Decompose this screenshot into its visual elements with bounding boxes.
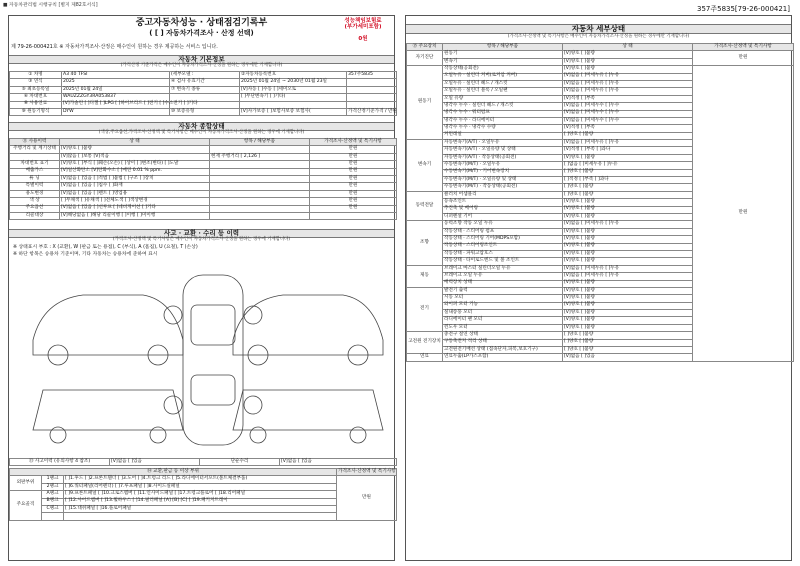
overall-status-cell: [V]양호 [ ]부식 [ ]훼손(오손) [ ]상이 [ ]변조(변타) [ ]도말	[60, 161, 210, 168]
detail-item-cell: 작동상태 · 스티어링조인트	[443, 243, 563, 250]
rank2-label: 2랭크	[42, 483, 64, 490]
detail-item-cell: 수동변속기(M/T) · 오일유량 및 상태	[443, 177, 563, 184]
overall-status-row	[10, 168, 397, 175]
detail-state-cell: [ ]없음 [ ]미세누유 [ ]누유	[563, 162, 693, 169]
overall-status-cell: 주행거리 및 계기상태	[10, 146, 60, 153]
basic-info-cell: ⑩ 보증유형	[170, 108, 240, 115]
overall-status-cell: [ ]무채색 [ ]유채색 [ ]전체도색 [ ]색상변경	[60, 198, 210, 205]
parts-header-cell: 가격조사·산정액 및 특기사항	[337, 469, 397, 476]
record-number-line: 제 79-26-000421호 ※ 자동차가격조사·산정은 매수인이 원하는 경우 제공하는 서비스 입니다.	[11, 44, 218, 50]
basic-info-cell	[240, 101, 347, 108]
overall-status-cell	[210, 146, 310, 153]
detail-item-cell: 연료누출(LP가스포함)	[443, 354, 563, 361]
car-side-left-outline	[33, 295, 183, 365]
device-group-cell: 동력전달	[407, 191, 443, 221]
main-frame-label: 주요골격	[10, 491, 42, 521]
overall-status-cell: 차대번호 표기	[10, 161, 60, 168]
detail-state-cell: [ ]양호 [ ]불량	[563, 339, 693, 346]
detail-state-cell: [ ]양호 [ ]불량	[563, 191, 693, 198]
device-group-cell: 원동기	[407, 66, 443, 140]
page-subtitle: ( [ ] 자동차가격조사 · 산정 선택)	[149, 29, 254, 37]
parts-price: 만원	[337, 476, 397, 520]
detail-item-cell: 수동변속기(M/T) · 오일누유	[443, 162, 563, 169]
detail-item-cell: 오일 유량	[443, 95, 563, 102]
accident-history-note: (가격조사·산정액 및 특기사항은 매수인이 자동차가격조사·산정을 원하는 경우에 기재합니다)	[112, 237, 291, 242]
detail-state-cell: [ ]양호 [ ]불량	[563, 347, 693, 354]
detail-item-cell: 냉각수 누수 · 라디에이터	[443, 117, 563, 124]
detail-state-cell: [V]양호 [ ]불량	[563, 302, 693, 309]
overall-status-cell: 만원	[310, 198, 397, 205]
device-group-cell: 변속기	[407, 140, 443, 192]
detail-header-cell: ⑮ 주요장치	[407, 44, 443, 51]
basic-info-cell: ⑧ 사용연료	[10, 101, 62, 108]
detail-state-cell: [ ]양호 [ ]불량	[563, 169, 693, 176]
overall-status-cell: [V]해당없음 [ ]해당 리콜이행 [ ]이행 [ ]미이행	[60, 212, 210, 219]
detail-item-cell: 수동변속기(M/T) · 작동상태(공회전)	[443, 184, 563, 191]
overall-status-cell: 만원	[310, 190, 397, 197]
overall-status-row	[10, 198, 397, 205]
detail-state-cell: [V]양호 [ ]불량	[563, 206, 693, 213]
detail-state-cell: [V]양호 [ ]불량	[563, 199, 693, 206]
detail-item-cell: 동력조향 작동 오일 누유	[443, 221, 563, 228]
overall-header-cell: 항목 / 해당부품	[210, 139, 310, 146]
detail-item-cell: 자동변속기(A/T) · 오일유량 및 상태	[443, 147, 563, 154]
detail-item-cell: 작동상태 · 스티어링 펌프	[443, 228, 563, 235]
detail-item-cell: 오일누유 · 실린더 커버(로커암 커버)	[443, 73, 563, 80]
document-number: 357주5835[79-26-000421]	[697, 5, 790, 13]
overall-status-cell	[210, 175, 310, 182]
accident-history-heading: 사고 · 교환 · 수리 등 이력	[9, 229, 394, 238]
detail-status-note: (가격조사·산정액 및 특기사항은 매수인이 자동차가격조사·산정을 원하는 경우에만 기재합니다)	[507, 34, 690, 39]
overall-status-table	[9, 138, 397, 220]
detail-status-row	[407, 66, 794, 73]
detail-state-cell: [V]없음 [ ]미세누유 [ ]누유	[563, 140, 693, 147]
overall-status-cell	[210, 190, 310, 197]
overall-status-row	[10, 183, 397, 190]
basic-info-row	[10, 94, 397, 101]
detail-header-cell: 상 태	[563, 44, 693, 51]
detail-item-cell: 브레이크 오일 누유	[443, 273, 563, 280]
basic-info-cell	[347, 101, 397, 108]
device-group-cell: 전기	[407, 287, 443, 331]
basic-info-row	[10, 72, 397, 79]
detail-state-cell: [V]양호 [ ]불량	[563, 324, 693, 331]
basic-info-row	[10, 79, 397, 86]
basic-info-cell: 2025	[62, 79, 170, 86]
overall-status-cell: [V]없음 [ ]있음 [ ]선루프 [ ]네비게이션 [ ]기타	[60, 205, 210, 212]
overall-status-cell: 색 상	[10, 198, 60, 205]
overall-status-cell: 현재 주행거리 [ 2,126 ]	[210, 153, 310, 160]
rank2-items: [ ]6.쿼터패널(리어펜더) [ ]7.루프패널 [ ]8.사이드실패널	[64, 483, 337, 490]
detail-state-cell: [V]양호 [ ]불량	[563, 228, 693, 235]
car-top-outline	[164, 275, 262, 445]
detail-item-cell: 자동변속기(A/T) · 오일누유	[443, 140, 563, 147]
device-group-cell: 제동	[407, 265, 443, 287]
detail-state-cell: [V]양호 [ ]불량	[563, 250, 693, 257]
overall-status-cell	[210, 212, 310, 219]
overall-header-cell: ⑪ 사용이력	[10, 139, 60, 146]
detail-header-cell: 가격조사·산정액 및 특기사항	[693, 44, 794, 51]
basic-info-cell	[347, 79, 397, 86]
basic-info-cell: ③ 연식	[10, 79, 62, 86]
basic-info-cell: [ ]무단변속기 [ ]기타(	[240, 94, 347, 101]
basic-info-cell	[170, 94, 240, 101]
overall-status-cell: 튜 닝	[10, 175, 60, 182]
basic-info-cell: 2025년 01월 24일 ~ 2030년 01월 23일	[240, 79, 347, 86]
detail-item-cell: 실내송풍 모터	[443, 310, 563, 317]
overall-status-row	[10, 146, 397, 153]
diagram-note: ※ 하단 항목은 승용차 기준이며, 기타 자동차는 승용차에 준하여 표시	[13, 252, 158, 257]
detail-state-cell: [ ]양호 [ ]불량	[563, 332, 693, 339]
rankA-label: A랭크	[42, 491, 64, 498]
detail-item-cell: 고전원전기배선 상태 (접속단자,피복,보호기구)	[443, 347, 563, 354]
outer-panel-label: 외판부위	[10, 476, 42, 491]
car-underbody-left-outline	[33, 390, 183, 443]
detail-item-cell: 시동 모터	[443, 295, 563, 302]
basic-info-cell: ⑤ 최초등록일	[10, 86, 62, 93]
overall-status-cell: 만원	[310, 161, 397, 168]
overall-status-cell: 만원	[310, 153, 397, 160]
basic-info-row	[10, 108, 397, 115]
detail-item-cell: 냉각수 누수 · 냉각수 수량	[443, 125, 563, 132]
page-title: 중고자동차성능 · 상태점검기록부	[135, 18, 268, 28]
detail-state-cell: [V]양호 [ ]불량	[563, 66, 693, 73]
detail-state-cell: [V]양호 [ ]불량	[563, 243, 693, 250]
detail-state-cell: [ ]양호 [ ]불량	[563, 184, 693, 191]
basic-info-cell: ⑥ 차대번호	[10, 94, 62, 101]
parts-header-cell: ⑭ 교환,판금 등 이상 부위	[10, 469, 337, 476]
detail-status-heading: 자동차 세부상태	[406, 24, 791, 34]
detail-item-cell: 오일누유 · 실린더 블록 / 오일팬	[443, 88, 563, 95]
overall-status-cell: [V]양호 [ ]불량	[60, 146, 210, 153]
device-group-cell: 연료	[407, 354, 443, 361]
detail-item-cell: 작동상태(공회전)	[443, 66, 563, 73]
detail-item-cell: 구동축전지 격리 상태	[443, 339, 563, 346]
basic-info-cell: [V]자동 [ ]수동 [ ]세미오토	[240, 86, 347, 93]
device-group-cell: 고전원 전기장치	[407, 332, 443, 354]
overall-status-cell	[210, 168, 310, 175]
rank1-label: 1랭크	[42, 476, 64, 483]
overall-status-cell	[210, 205, 310, 212]
overall-status-row	[10, 153, 397, 160]
overall-status-cell: 용도변경	[10, 190, 60, 197]
performance-record-left-page	[8, 15, 395, 561]
device-group-cell: 자기진단	[407, 51, 443, 66]
overall-status-cell: [V]일산화탄소 [V]탄화수소 [ ]매연 0.01 % ppm.	[60, 168, 210, 175]
rankC-items: [ ]15.대쉬패널 [ ]16.플로어패널	[64, 505, 337, 512]
detail-state-cell: [V]양호 [ ]불량	[563, 310, 693, 317]
basic-info-cell	[347, 94, 397, 101]
basic-info-heading: 자동차 기본정보	[9, 55, 394, 64]
basic-info-cell: WAUZZZGY3RA053837	[62, 94, 170, 101]
detail-status-right-page	[405, 15, 792, 561]
basic-info-cell: ① 차명	[10, 72, 62, 79]
car-underbody-right-outline	[233, 390, 383, 443]
overall-header-cell: 상 태	[60, 139, 210, 146]
basic-info-cell	[347, 86, 397, 93]
detail-item-cell: 작동상태 · 타이로드엔드 및 볼 조인트	[443, 258, 563, 265]
detail-state-cell: [V]없음 [ ]미세누유 [ ]누유	[563, 80, 693, 87]
detail-item-cell: 냉각수 누수 · 실린더 헤드 / 개스킷	[443, 103, 563, 110]
detail-item-cell: 클러치 어셈블리	[443, 191, 563, 198]
detail-state-cell: [V]양호 [ ]불량	[563, 287, 693, 294]
overall-status-cell	[10, 153, 60, 160]
detail-state-cell: [V]양호 [ ]불량	[563, 51, 693, 58]
basic-info-row	[10, 86, 397, 93]
rankB-label: B랭크	[42, 498, 64, 505]
rank1-items: [ ]1.후드 [ ]2.프론트휀더 [ ]3.도어 [ ]4.트렁크 리드 [ ]5.라디에이터서포트(볼트체결부품)	[64, 476, 337, 483]
detail-item-cell: 작동상태 · 파워고압호스	[443, 250, 563, 257]
detail-state-cell: [V]없음 [ ]미세누유 [ ]누유	[563, 265, 693, 272]
detail-state-cell: [ ]양호 [ ]불량	[563, 132, 693, 139]
basic-info-cell: ⑨ 원동기형식	[10, 108, 62, 115]
overall-status-cell	[310, 212, 397, 219]
overall-status-cell: 만원	[310, 205, 397, 212]
overall-status-cell: 리콜대상	[10, 212, 60, 219]
overall-status-cell: 주요옵션	[10, 205, 60, 212]
overall-status-row	[10, 190, 397, 197]
overall-status-cell	[210, 161, 310, 168]
detail-state-cell: [V]양호 [ ]불량	[563, 258, 693, 265]
detail-state-cell: [V]없음 [ ]미세누유 [ ]누유	[563, 88, 693, 95]
detail-state-cell: [V]없음 [ ]미세누유 [ ]누유	[563, 73, 693, 80]
overall-status-cell: 만원	[310, 183, 397, 190]
detail-item-cell: 배력장치 상태	[443, 280, 563, 287]
detail-item-cell: 라디에이터 팬 모터	[443, 317, 563, 324]
detail-state-cell: [V]양호 [ ]불량	[563, 280, 693, 287]
detail-item-cell: 냉각수 누수 · 워터펌프	[443, 110, 563, 117]
basic-info-cell: ②자동차등록번호	[240, 72, 347, 79]
detail-price-cell: 만원	[693, 51, 794, 66]
detail-status-table	[406, 43, 794, 362]
overall-status-cell: [V]많음 [ ]보통 [V]적음	[60, 153, 210, 160]
status-legend: ※ 상태표시 부호 : X (교환), W (판금 또는 용접), C (부식), A (흠집), U (요철), T (손상)	[13, 245, 198, 250]
car-damage-diagram	[13, 260, 392, 456]
rankA-items: [ ]9.프론트패널 [ ]10.크로스멤버 [ ]11.인사이드패널 [ ]17.트렁크플로어 [ ]18.리어패널	[64, 491, 337, 498]
basic-info-cell: DYW	[62, 108, 170, 115]
detail-price-cell: 만원	[693, 66, 794, 362]
detail-header-cell: 항목 / 해당부품	[443, 44, 563, 51]
detail-state-cell: [V]없음 [ ]미세누수 [ ]누수	[563, 110, 693, 117]
form-reference-note: ■ 자동차관리법 시행규칙 [별지 제82호서식]	[3, 3, 98, 8]
overall-status-cell: 만원	[310, 175, 397, 182]
accident-summary-cell: ⑬ 사고이력 (유의사항 4 참조)	[10, 459, 110, 466]
detail-state-cell: [V]없음 [ ]미세누수 [ ]누수	[563, 103, 693, 110]
detail-status-row	[407, 51, 794, 58]
basic-info-cell: 2025년 01월 24일	[62, 86, 170, 93]
detail-item-cell: 작동상태 · 스티어링 기어(MDPS포함)	[443, 236, 563, 243]
detail-state-cell: [V]없음 [ ]미세누수 [ ]누수	[563, 117, 693, 124]
overall-status-cell: 만원	[310, 168, 397, 175]
car-side-right-outline	[233, 295, 383, 365]
overall-header-cell: 가격조사·산정액 및 특기사항	[310, 139, 397, 146]
basic-info-table	[9, 71, 397, 116]
overall-status-cell: 배출가스	[10, 168, 60, 175]
overall-status-cell: [V]없음 [ ]있음 [ ]렌트 [ ]영업용	[60, 190, 210, 197]
rankB-items: [ ]12.사이드멤버 [ ]13.휠하우스 [ ]14.필러패널 [A] [B] [C] [ ]19.패키지트레이	[64, 498, 337, 505]
basic-info-cell: [V]가솔린 [ ]디젤 [ ]LPG [ ]하이브리드 [ ]전기 [ ]수소전기 [ ]기타	[62, 101, 170, 108]
detail-state-cell: [V]없음 [ ]있음	[563, 354, 693, 361]
detail-item-cell: 브레이크 마스터 실린더오일 누유	[443, 265, 563, 272]
detail-item-cell: 원동기	[443, 51, 563, 58]
detail-state-cell: [V]적정 [ ]부족	[563, 95, 693, 102]
detail-state-cell: [V]양호 [ ]불량	[563, 317, 693, 324]
overall-status-heading: 자동차 종합상태	[9, 122, 394, 131]
basic-info-cell: [V]자가보증 [ ]보험사보증 보험사(	[240, 108, 347, 115]
detail-item-cell: 와이퍼 모터 기능	[443, 302, 563, 309]
detail-item-cell: 자동변속기(A/T) · 작동상태(공회전)	[443, 154, 563, 161]
overall-status-cell: 특별이력	[10, 183, 60, 190]
detail-state-cell: [V]양호 [ ]불량	[563, 213, 693, 220]
detail-item-cell: 발전기 출력	[443, 287, 563, 294]
accident-summary-table	[9, 458, 397, 466]
basic-info-note: (가격산정 기준가격은 매수인이 자동차가격조사·산정을 원하는 경우에만 기재합니다)	[120, 63, 283, 68]
overall-status-row	[10, 205, 397, 212]
basic-info-cell: 가격산정기준가격 / 만원	[347, 108, 397, 115]
detail-state-cell: [V]없음 [ ]미세누유 [ ]누유	[563, 273, 693, 280]
accident-summary-cell: 단순수리	[200, 459, 280, 466]
basic-info-cell: ④ 검사 유효기간	[170, 79, 240, 86]
detail-item-cell: 수동변속기(M/T) · 기어변속장치	[443, 169, 563, 176]
detail-item-cell: 충전구 절연 상태	[443, 332, 563, 339]
detail-state-cell: [V]없음 [ ]미세누유 [ ]누유	[563, 221, 693, 228]
overall-status-cell	[210, 198, 310, 205]
detail-state-cell: [V]양호 [ ]불량	[563, 236, 693, 243]
detail-state-cell: [V]양호 [ ]불량	[563, 154, 693, 161]
overall-status-cell: [V]없음 [ ]있음 [ ]침수 [ ]화재	[60, 183, 210, 190]
insurance-stamp: 성능책임보험료 (부가세미포함) 0원	[344, 18, 382, 42]
detail-item-cell: 변속기	[443, 58, 563, 65]
rankC-label: C랭크	[42, 505, 64, 512]
overall-status-cell: [V]없음 [ ]있음 [ ]적법 [ ]불법 [ ]구조 [ ]장치	[60, 175, 210, 182]
detail-state-cell: [V]적정 [ ]부족	[563, 125, 693, 132]
basic-info-cell: (세부모델 :	[170, 72, 240, 79]
detail-state-cell: [V]적정 [ ]부족 [ ]과다	[563, 147, 693, 154]
overall-status-cell	[210, 183, 310, 190]
basic-info-cell: 357주5835	[347, 72, 397, 79]
detail-item-cell: 커먼레일	[443, 132, 563, 139]
basic-info-cell: A3 40 TFSI	[62, 72, 170, 79]
detail-item-cell: 오일누유 · 실린더 헤드 / 개스킷	[443, 80, 563, 87]
detail-item-cell: 윈도우 모터	[443, 324, 563, 331]
overall-status-cell: 만원	[310, 146, 397, 153]
detail-state-cell: [ ]적정 [ ]부족 [ ]과다	[563, 177, 693, 184]
detail-item-cell: 추진축 및 베어링	[443, 206, 563, 213]
device-group-cell: 조향	[407, 221, 443, 265]
overall-status-row	[10, 212, 397, 219]
accident-summary-cell: [V]없음 [ ]있음	[110, 459, 200, 466]
detail-item-cell: 등속조인트	[443, 199, 563, 206]
detail-state-cell: [V]양호 [ ]불량	[563, 295, 693, 302]
accident-summary-cell: [V]없음 [ ]있음	[280, 459, 397, 466]
detail-item-cell: 디퍼렌셜 기어	[443, 213, 563, 220]
detail-state-cell: [V]양호 [ ]불량	[563, 58, 693, 65]
basic-info-cell: ⑦ 변속기 종류	[170, 86, 240, 93]
overall-status-note: (색상,주요옵션,가격조사·산정액 및 특기사항은 매수인이 자동차가격조사·산정을 원하는 경우에 기재합니다)	[98, 130, 305, 135]
replaced-parts-table	[9, 468, 397, 521]
basic-info-row	[10, 101, 397, 108]
overall-status-row	[10, 175, 397, 182]
overall-status-row	[10, 161, 397, 168]
